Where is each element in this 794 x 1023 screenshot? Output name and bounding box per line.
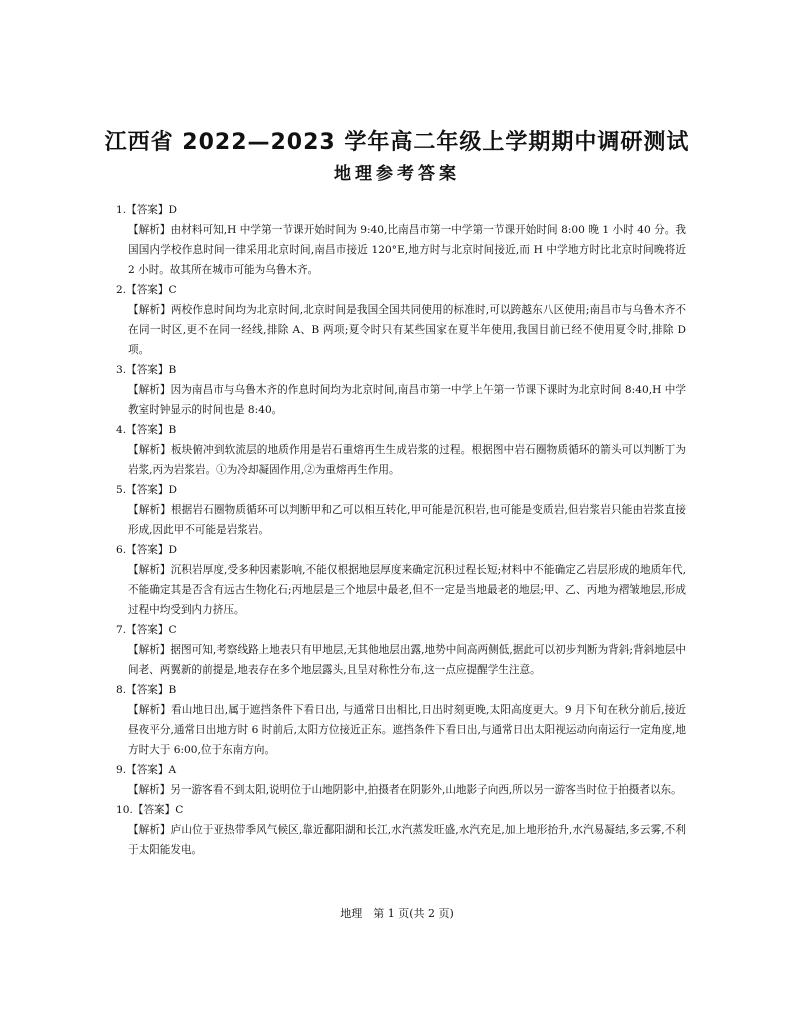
answer-label: 5.【答案】D — [116, 484, 177, 496]
page-footer: 地理 第 1 页(共 2 页) — [340, 907, 454, 920]
analysis-text: 【解析】看山地日出,属于遮挡条件下看日出, 与通常日出相比,日出时刻更晚,太阳高度更大。9 月下旬在秋分前后,接近昼夜平分,通常日出地方时 6 时前后,太阳方位接近正东。遮挡条件下看日出,与通常日出太阳视运动向南运行一定角度,地方时大于 6:00,位于东南方向。 — [128, 704, 686, 756]
answer-item-7 — [116, 620, 686, 680]
answer-item-1 — [116, 200, 686, 280]
analysis-text: 【解析】两校作息时间均为北京时间,北京时间是我国全国共同使用的标准时,可以跨越东八区使用;南昌市与乌鲁木齐不在同一时区,更不在同一经线,排除 A、B 两项;夏令时只有某些国家在夏半年使用,我国目前已经不使用夏令时,排除 D 项。 — [128, 304, 686, 356]
answer-item-5 — [116, 480, 686, 540]
answer-label: 6.【答案】D — [116, 544, 177, 556]
answer-item-10 — [116, 800, 686, 860]
answer-item-2 — [116, 280, 686, 360]
analysis-text: 【解析】由材料可知,H 中学第一节课开始时间为 9:40,比南昌市第一中学第一节课开始时间 8:00 晚 1 小时 40 分。我国国内学校作息时间一律采用北京时间,南昌市接近 120°E,地方时与北京时间接近,而 H 中学地方时比北京时间晚将近 2 小时。故其所在城市可能为乌鲁木齐。 — [128, 224, 686, 276]
answer-label: 2.【答案】C — [116, 284, 177, 296]
analysis-text: 【解析】板块俯冲到软流层的地质作用是岩石重熔再生生成岩浆的过程。根据图中岩石圈物质循环的箭头可以判断丁为岩浆,丙为岩浆岩。①为冷却凝固作用,②为重熔再生作用。 — [128, 444, 686, 476]
document-title: 江西省 2022—2023 学年高二年级上学期期中调研测试 — [104, 130, 690, 155]
answer-label: 1.【答案】D — [116, 204, 177, 216]
answer-item-8 — [116, 680, 686, 760]
answer-label: 7.【答案】C — [116, 624, 177, 636]
answer-label: 10.【答案】C — [116, 804, 184, 816]
analysis-text: 【解析】因为南昌市与乌鲁木齐的作息时间均为北京时间,南昌市第一中学上午第一节课下课时为北京时间 8:40,H 中学教室时钟显示的时间也是 8:40。 — [128, 384, 686, 416]
answer-label: 9.【答案】A — [116, 764, 177, 776]
analysis-text: 【解析】据图可知,考察线路上地表只有甲地层,无其他地层出露,地势中间高两侧低,据此可以初步判断为背斜;背斜地层中间老、两翼新的前提是,地表存在多个地层露头,且呈对称性分布,这一点应提醒学生注意。 — [128, 644, 686, 676]
answer-list — [116, 200, 686, 860]
answer-item-9 — [116, 760, 686, 800]
answer-label: 4.【答案】B — [116, 424, 177, 436]
analysis-text: 【解析】庐山位于亚热带季风气候区,靠近鄱阳湖和长江,水汽蒸发旺盛,水汽充足,加上地形抬升,水汽易凝结,多云雾,不利于太阳能发电。 — [128, 824, 686, 856]
document-subtitle: 地理参考答案 — [334, 164, 460, 184]
answer-item-3 — [116, 360, 686, 420]
analysis-text: 【解析】根据岩石圈物质循环可以判断甲和乙可以相互转化,甲可能是沉积岩,也可能是变质岩,但岩浆岩只能由岩浆直接形成,因此甲不可能是岩浆岩。 — [128, 504, 686, 536]
answer-label: 8.【答案】B — [116, 684, 177, 696]
answer-item-6 — [116, 540, 686, 620]
answer-label: 3.【答案】B — [116, 364, 177, 376]
analysis-text: 【解析】另一游客看不到太阳,说明位于山地阴影中,拍摄者在阴影外,山地影子向西,所以另一游客当时位于拍摄者以东。 — [128, 784, 682, 796]
answer-item-4 — [116, 420, 686, 480]
analysis-text: 【解析】沉积岩厚度,受多种因素影响,不能仅根据地层厚度来确定沉积过程长短;材料中不能确定乙岩层形成的地质年代,不能确定其是否含有远古生物化石;丙地层是三个地层中最老,但不一定是当地最老的地层;甲、乙、丙地为褶皱地层,形成过程中均受到内力挤压。 — [128, 564, 686, 616]
